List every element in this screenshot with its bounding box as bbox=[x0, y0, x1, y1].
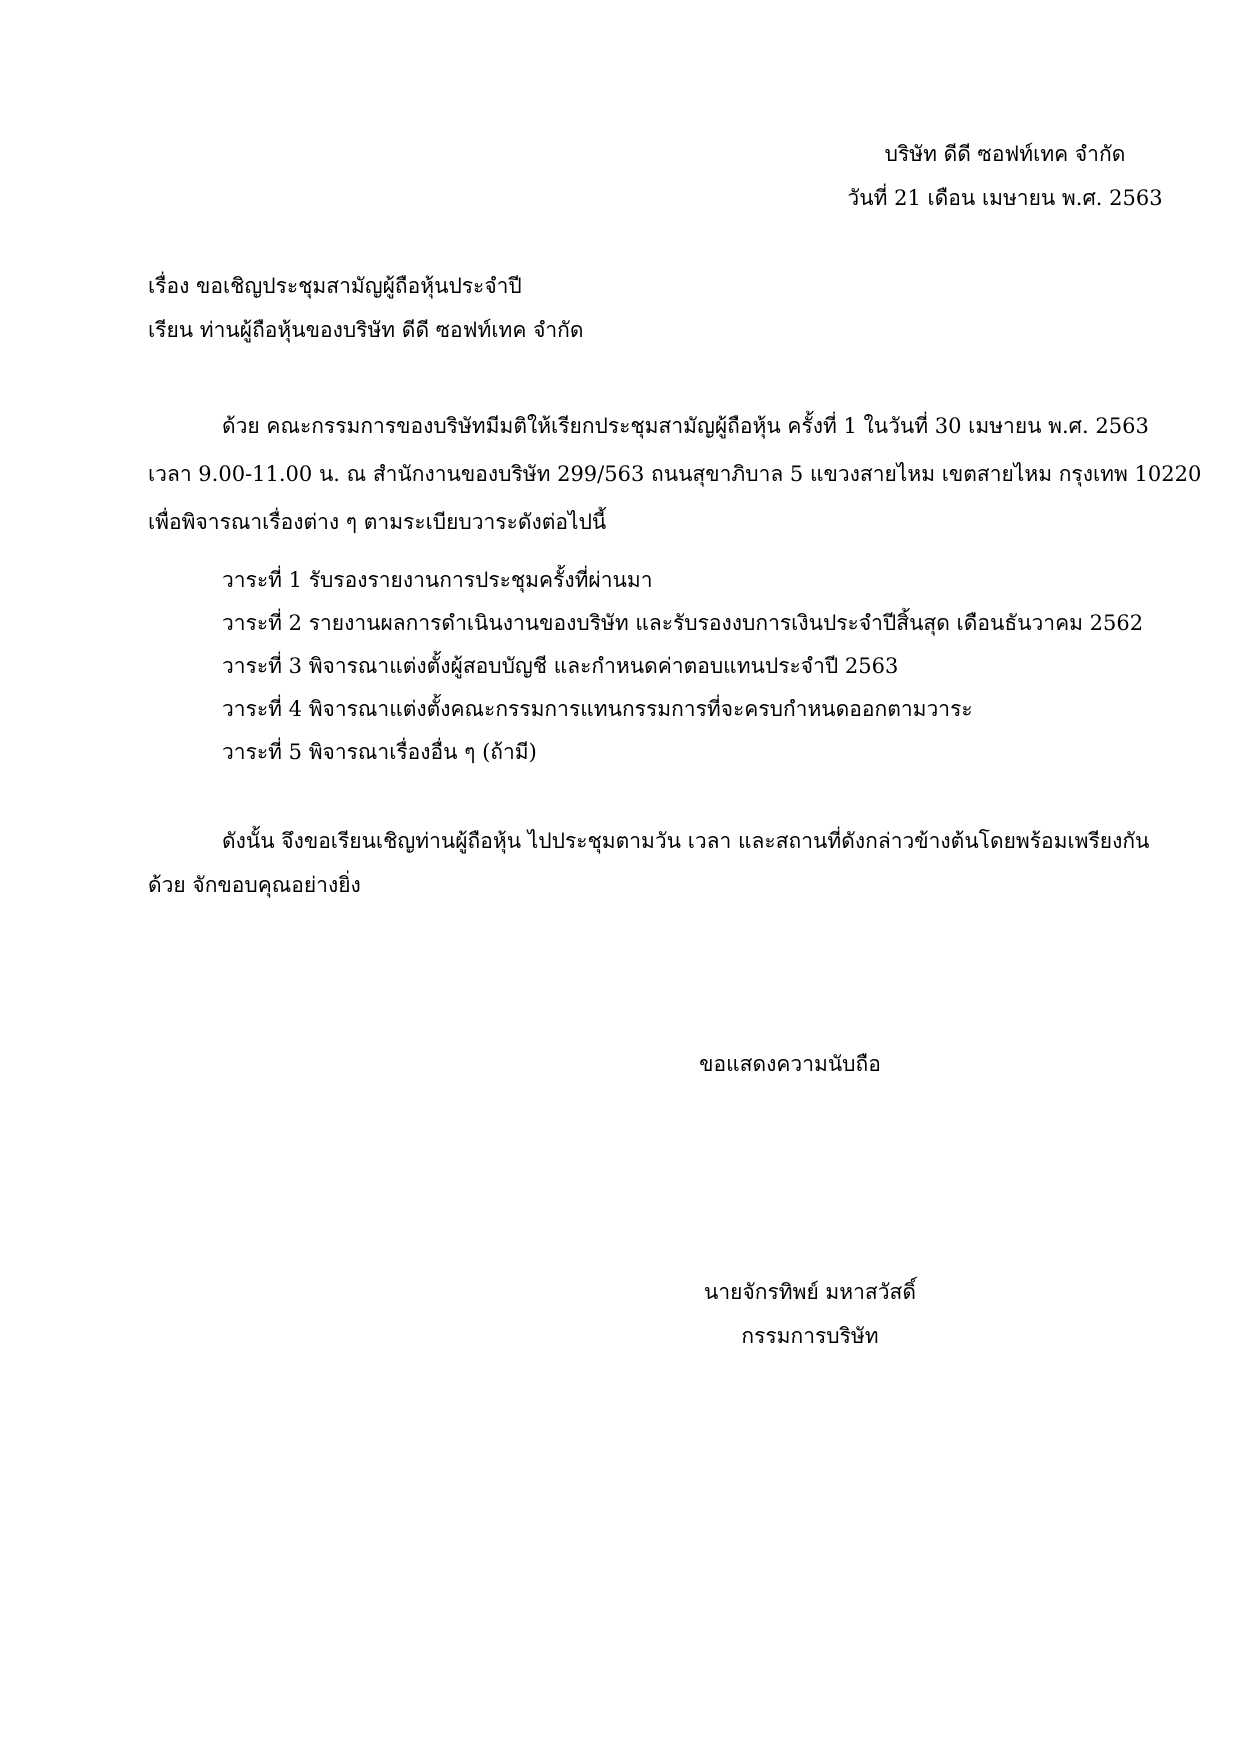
recipient-line: เรียน ท่านผู้ถือหุ้นของบริษัท ดีดี ซอฟท์เทค จำกัด bbox=[148, 318, 584, 342]
closing-salutation: ขอแสดงความนับถือ bbox=[699, 1052, 881, 1076]
subject-line: เรื่อง ขอเชิญประชุมสามัญผู้ถือหุ้นประจำปี bbox=[148, 274, 522, 298]
signer-title: กรรมการบริษัท bbox=[741, 1324, 879, 1348]
agenda-item-3: วาระที่ 3 พิจารณาแต่งตั้งผู้สอบบัญชี และกำหนดค่าตอบแทนประจำปี 2563 bbox=[222, 654, 899, 678]
agenda-item-2: วาระที่ 2 รายงานผลการดำเนินงานของบริษัท และรับรองงบการเงินประจำปีสิ้นสุด เดือนธันวาคม 2562 bbox=[222, 611, 1144, 635]
company-name: บริษัท ดีดี ซอฟท์เทค จำกัด bbox=[884, 142, 1126, 166]
paragraph-2-line-1: ดังนั้น จึงขอเรียนเชิญท่านผู้ถือหุ้น ไปประชุมตามวัน เวลา และสถานที่ดังกล่าวข้างต้นโดยพร้อมเพรียงกัน bbox=[222, 829, 1150, 853]
paragraph-1-line-3: เพื่อพิจารณาเรื่องต่าง ๆ ตามระเบียบวาระดังต่อไปนี้ bbox=[148, 510, 607, 534]
letter-date: วันที่ 21 เดือน เมษายน พ.ศ. 2563 bbox=[847, 186, 1163, 210]
agenda-item-1: วาระที่ 1 รับรองรายงานการประชุมครั้งที่ผ่านมา bbox=[222, 568, 653, 592]
agenda-item-5: วาระที่ 5 พิจารณาเรื่องอื่น ๆ (ถ้ามี) bbox=[222, 740, 537, 764]
paragraph-1-line-1: ด้วย คณะกรรมการของบริษัทมีมติให้เรียกประชุมสามัญผู้ถือหุ้น ครั้งที่ 1 ในวันที่ 30 เมษายน พ.ศ. 2563 bbox=[222, 414, 1149, 438]
signer-name: นายจักรทิพย์ มหาสวัสดิ์ bbox=[704, 1280, 916, 1304]
paragraph-1-line-2: เวลา 9.00-11.00 น. ณ สำนักงานของบริษัท 299/563 ถนนสุขาภิบาล 5 แขวงสายไหม เขตสายไหม กรุงเทพ 10220 bbox=[148, 462, 1202, 486]
paragraph-2-line-2: ด้วย จักขอบคุณอย่างยิ่ง bbox=[148, 873, 361, 897]
agenda-item-4: วาระที่ 4 พิจารณาแต่งตั้งคณะกรรมการแทนกรรมการที่จะครบกำหนดออกตามวาระ bbox=[222, 697, 973, 721]
